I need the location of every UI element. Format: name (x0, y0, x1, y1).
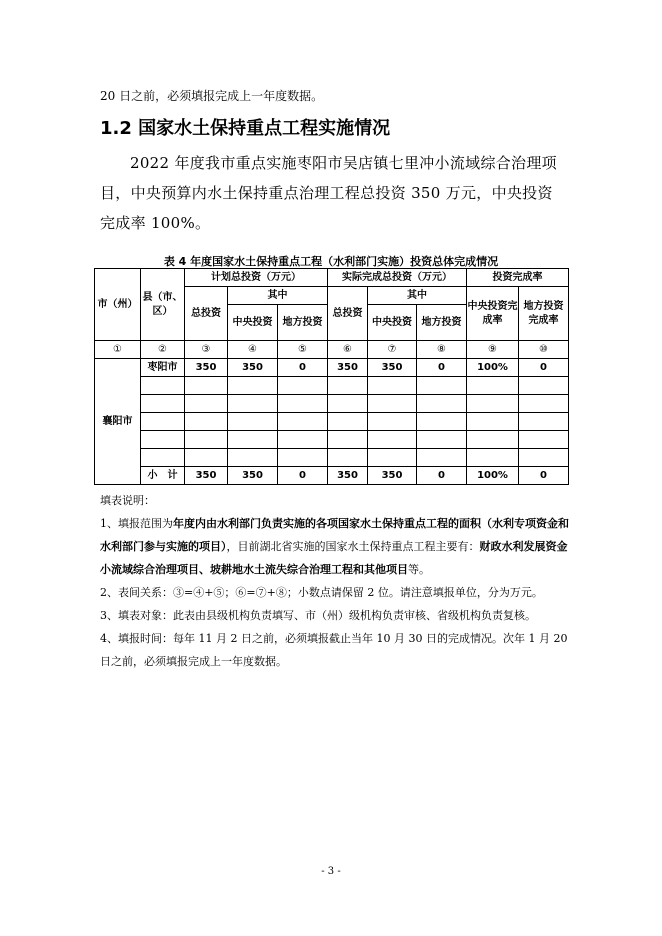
header-rate-group: 投资完成率 (467, 269, 569, 287)
subtotal-planned-central: 350 (228, 467, 278, 485)
note-2: 2、表间关系：③=④+⑤；⑥=⑦+⑧；小数点请保留 2 位。请注意填报单位，分为万元。 (100, 586, 543, 599)
note-3: 3、填表对象：此表由县级机构负责填写、市（州）级机构负责审核、省级机构负责复核。 (100, 609, 536, 622)
cell-actual-central: 350 (368, 359, 417, 377)
empty-row (95, 431, 569, 449)
header-actual-total: 总投资 (328, 287, 368, 341)
header-city: 市（州） (95, 269, 141, 341)
empty-row (95, 377, 569, 395)
index-cell: ⑤ (278, 341, 328, 359)
header-planned-total: 总投资 (185, 287, 228, 341)
cell-planned-central: 350 (228, 359, 278, 377)
header-planned-central: 中央投资 (228, 305, 278, 341)
index-cell: ⑨ (467, 341, 519, 359)
index-cell: ③ (185, 341, 228, 359)
header-planned-local: 地方投资 (278, 305, 328, 341)
subtotal-row (95, 467, 569, 485)
index-cell: ⑩ (519, 341, 569, 359)
subtotal-local-rate: 0 (519, 467, 569, 485)
subtotal-label: 小 计 (141, 467, 185, 485)
header-county: 县（市、区） (141, 269, 185, 341)
city-cell: 襄阳市 (95, 359, 141, 485)
index-cell: ① (95, 341, 141, 359)
header-planned-of-which: 其中 (228, 287, 328, 305)
cell-planned-local: 0 (278, 359, 328, 377)
empty-row (95, 413, 569, 431)
section-paragraph: 2022 年度我市重点实施枣阳市吴店镇七里冲小流域综合治理项目，中央预算内水土保持重点治理工程总投资 350 万元，中央投资完成率 100%。 (100, 154, 557, 232)
header-actual-group: 实际完成总投资（万元） (328, 269, 467, 287)
header-central-rate: 中央投资完成率 (467, 287, 519, 341)
index-cell: ② (141, 341, 185, 359)
county-cell: 枣阳市 (141, 359, 185, 377)
note-1: 1、填报范围为年度内由水利部门负责实施的各项国家水土保持重点工程的面积（水利专项资金和水利部门参与实施的项目），目前湖北省实施的国家水土保持重点工程主要有：财政水利发展资金小流域综合治理项目、坡耕地水土流失综合治理工程和其他项目等。 (100, 517, 569, 576)
cell-central-rate: 100% (467, 359, 519, 377)
index-row (95, 341, 569, 359)
table-caption: 表 4 年度国家水土保持重点工程（水利部门实施）投资总体完成情况 (163, 255, 499, 268)
header-planned-group: 计划总投资（万元） (185, 269, 328, 287)
header-actual-local: 地方投资 (417, 305, 467, 341)
header-actual-central: 中央投资 (368, 305, 417, 341)
index-cell: ④ (228, 341, 278, 359)
page-number: - 3 - (321, 866, 341, 877)
header-local-rate: 地方投资完成率 (519, 287, 569, 341)
continued-text: 20 日之前，必须填报完成上一年度数据。 (100, 89, 324, 103)
empty-row (95, 449, 569, 467)
cell-actual-local: 0 (417, 359, 467, 377)
note-4: 4、填报时间：每年 11 月 2 日之前，必须填报截止当年 10 月 30 日的完成情况。次年 1 月 20 日之前，必须填报完成上一年度数据。 (100, 632, 568, 668)
index-cell: ⑥ (328, 341, 368, 359)
subtotal-planned-total: 350 (185, 467, 228, 485)
cell-actual-total: 350 (328, 359, 368, 377)
subtotal-actual-local: 0 (417, 467, 467, 485)
cell-local-rate: 0 (519, 359, 569, 377)
index-cell: ⑧ (417, 341, 467, 359)
header-row-1 (95, 269, 569, 287)
header-actual-of-which: 其中 (368, 287, 467, 305)
subtotal-central-rate: 100% (467, 467, 519, 485)
table-row (95, 359, 569, 377)
subtotal-actual-total: 350 (328, 467, 368, 485)
section-heading: 1.2 国家水土保持重点工程实施情况 (100, 118, 391, 139)
subtotal-planned-local: 0 (278, 467, 328, 485)
empty-row (95, 395, 569, 413)
cell-planned-total: 350 (185, 359, 228, 377)
subtotal-actual-central: 350 (368, 467, 417, 485)
investment-table (94, 268, 569, 485)
index-cell: ⑦ (368, 341, 417, 359)
notes-title: 填表说明： (100, 494, 155, 507)
